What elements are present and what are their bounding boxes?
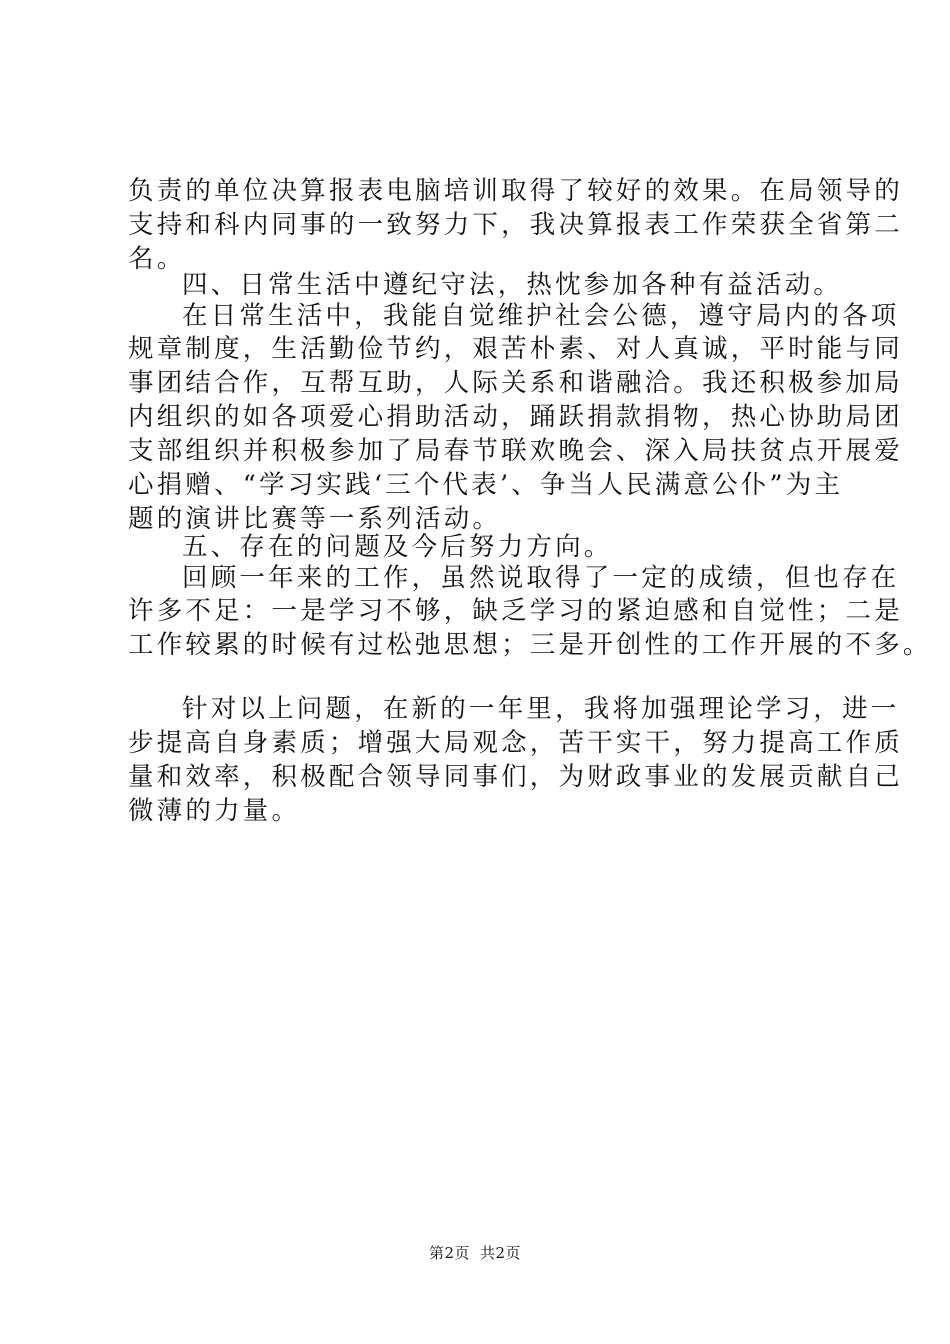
- section-heading: 四、日常生活中遵纪守法，热忱参加各种有益活动。: [182, 270, 843, 300]
- page-total: 共2页: [480, 1244, 522, 1262]
- text-line: 针对以上问题，在新的一年里，我将加强理论学习，进一: [182, 694, 900, 724]
- text-line: 事团结合作，互帮互助，人际关系和谐融洽。我还积极参加局: [128, 368, 903, 398]
- section-heading: 五、存在的问题及今后努力方向。: [182, 532, 613, 562]
- text-line: 工作较累的时候有过松弛思想；三是开创性的工作开展的不多。: [128, 630, 932, 660]
- text-line: 名。: [128, 244, 186, 274]
- text-line: 规章制度，生活勤俭节约，艰苦朴素、对人真诚，平时能与同: [128, 334, 903, 364]
- text-line: 许多不足：一是学习不够，缺乏学习的紧迫感和自觉性；二是: [128, 596, 903, 626]
- text-line: 题的演讲比赛等一系列活动。: [128, 504, 502, 534]
- text-line: 负责的单位决算报表电脑培训取得了较好的效果。在局领导的: [128, 176, 903, 206]
- text-line: 量和效率，积极配合领导同事们，为财政事业的发展贡献自己: [128, 762, 903, 792]
- text-line: 心捐赠、“学习实践‘三个代表’、争当人民满意公仆”为主: [128, 470, 844, 500]
- page-number: 第2页: [428, 1244, 470, 1262]
- page-footer: [0, 1243, 950, 1263]
- text-line: 内组织的如各项爱心捐助活动，踊跃捐款捐物，热心协助局团: [128, 402, 903, 432]
- text-line: 微薄的力量。: [128, 796, 301, 826]
- text-line: 支持和科内同事的一致努力下，我决算报表工作荣获全省第二: [128, 210, 903, 240]
- text-line: 支部组织并积极参加了局春节联欢晚会、深入局扶贫点开展爱: [128, 436, 903, 466]
- text-line: 回顾一年来的工作，虽然说取得了一定的成绩，但也存在: [182, 563, 900, 593]
- text-line: 在日常生活中，我能自觉维护社会公德，遵守局内的各项: [182, 301, 900, 331]
- text-line: 步提高自身素质；增强大局观念，苦干实干，努力提高工作质: [128, 728, 903, 758]
